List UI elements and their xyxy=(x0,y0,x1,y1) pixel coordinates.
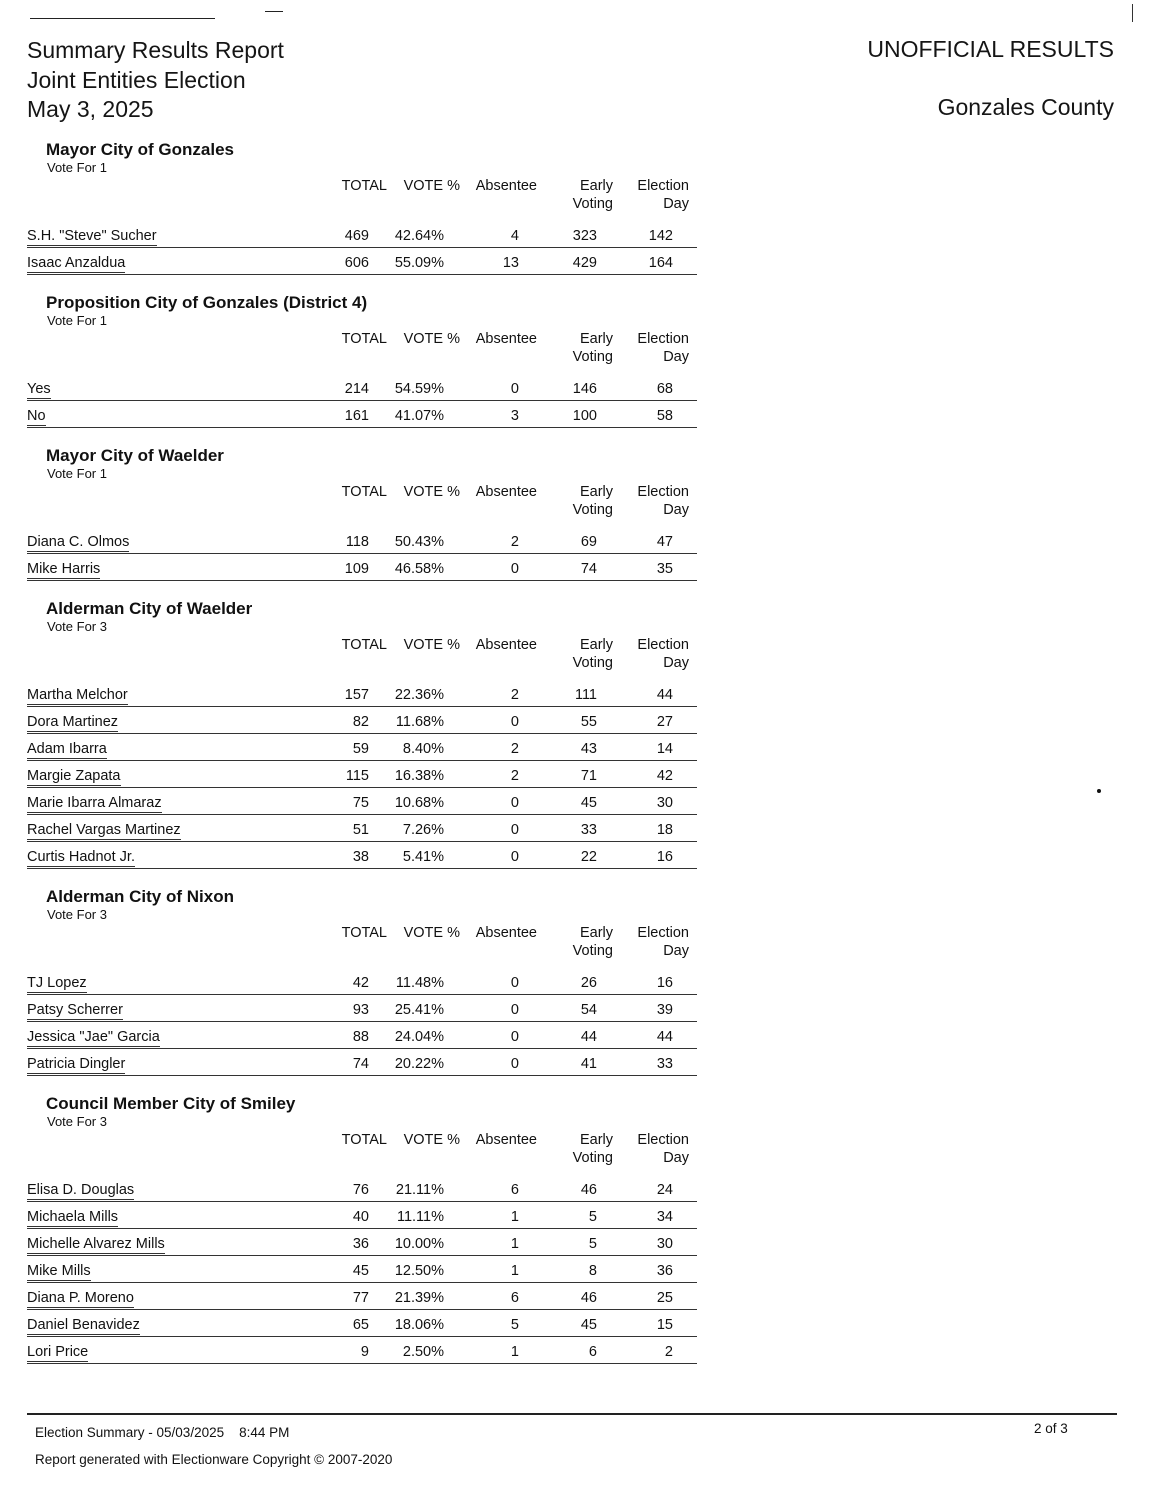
contest-title: Alderman City of Waelder xyxy=(46,599,253,618)
election-day-votes: 44 xyxy=(656,687,673,703)
early-voting-votes: 146 xyxy=(572,381,597,397)
column-header-early-voting xyxy=(573,1131,613,1167)
candidate-name: Patsy Scherrer xyxy=(27,1002,123,1018)
candidate-name: Martha Melchor xyxy=(27,687,128,703)
election-day-votes: 68 xyxy=(656,381,673,397)
column-header-vote-pct-line: VOTE % xyxy=(403,484,460,500)
election-day-votes: 44 xyxy=(656,1029,673,1045)
early-voting-votes: 46 xyxy=(580,1182,597,1198)
vote-percent: 11.48% xyxy=(395,975,444,991)
column-header-election-day-line: Day xyxy=(663,655,689,671)
result-row xyxy=(27,707,697,734)
vote-percent: 5.41% xyxy=(402,849,444,865)
vote-percent: 54.59% xyxy=(394,381,444,397)
column-header-total-line: TOTAL xyxy=(341,1132,387,1148)
scan-mark xyxy=(1132,4,1133,22)
column-header-election-day xyxy=(637,636,689,672)
vote-percent: 10.68% xyxy=(394,795,444,811)
result-row xyxy=(27,374,697,401)
vote-percent: 46.58% xyxy=(394,561,444,577)
election-day-votes: 15 xyxy=(656,1317,673,1333)
column-header-absentee xyxy=(476,1131,537,1149)
result-row xyxy=(27,1049,697,1076)
column-header-absentee-line: Absentee xyxy=(475,331,537,347)
column-header-early-voting-line: Voting xyxy=(572,655,613,671)
election-day-votes: 2 xyxy=(664,1344,673,1360)
footer-generated: Report generated with Electionware Copyright © 2007-2020 xyxy=(35,1452,393,1467)
column-header-absentee-line: Absentee xyxy=(475,178,537,194)
result-row xyxy=(27,1202,697,1229)
contest-block xyxy=(27,140,697,275)
column-header-election-day xyxy=(637,483,689,519)
candidate-name: S.H. "Steve" Sucher xyxy=(27,228,157,244)
column-header-early-voting xyxy=(573,483,613,519)
absentee-votes: 1 xyxy=(510,1209,519,1225)
total-votes: 40 xyxy=(352,1209,369,1225)
column-header-total xyxy=(342,1131,387,1149)
row-underline xyxy=(27,274,697,275)
column-header-early-voting xyxy=(573,924,613,960)
contest-title: Mayor City of Gonzales xyxy=(46,140,234,159)
vote-percent: 42.64% xyxy=(394,228,444,244)
column-header-total xyxy=(342,924,387,942)
scan-mark xyxy=(30,18,215,19)
result-row xyxy=(27,968,697,995)
result-row xyxy=(27,1175,697,1202)
absentee-votes: 1 xyxy=(510,1236,519,1252)
candidate-name: Lori Price xyxy=(27,1344,89,1360)
column-header-vote-pct-line: VOTE % xyxy=(403,178,460,194)
result-row xyxy=(27,554,697,581)
election-day-votes: 164 xyxy=(648,255,673,271)
contest-block xyxy=(27,887,697,1076)
election-name: Joint Entities Election xyxy=(27,66,246,93)
county-name: Gonzales County xyxy=(937,94,1114,120)
result-row xyxy=(27,788,697,815)
vote-percent: 8.40% xyxy=(402,741,444,757)
election-day-votes: 27 xyxy=(656,714,673,730)
early-voting-votes: 54 xyxy=(580,1002,597,1018)
early-voting-votes: 55 xyxy=(580,714,597,730)
column-header-early-voting xyxy=(573,636,613,672)
column-header-absentee xyxy=(476,177,537,195)
result-row xyxy=(27,680,697,707)
election-day-votes: 18 xyxy=(656,822,673,838)
column-header-election-day-line: Election xyxy=(637,925,689,941)
vote-percent: 11.68% xyxy=(395,714,444,730)
early-voting-votes: 45 xyxy=(580,795,597,811)
total-votes: 65 xyxy=(352,1317,369,1333)
result-row xyxy=(27,842,697,869)
total-votes: 469 xyxy=(344,228,369,244)
early-voting-votes: 5 xyxy=(588,1209,597,1225)
column-header-absentee xyxy=(476,636,537,654)
election-day-votes: 24 xyxy=(656,1182,673,1198)
row-underline xyxy=(27,1075,697,1076)
vote-for-label: Vote For 3 xyxy=(47,1114,107,1129)
election-day-votes: 16 xyxy=(656,849,673,865)
column-header-absentee-line: Absentee xyxy=(475,637,537,653)
vote-percent: 18.06% xyxy=(394,1317,444,1333)
vote-for-label: Vote For 1 xyxy=(47,160,107,175)
absentee-votes: 0 xyxy=(510,1002,519,1018)
vote-for-label: Vote For 3 xyxy=(47,619,107,634)
election-day-votes: 30 xyxy=(656,795,673,811)
candidate-name: Patricia Dingler xyxy=(27,1056,126,1072)
absentee-votes: 0 xyxy=(510,849,519,865)
result-row xyxy=(27,1283,697,1310)
column-header-early-voting-line: Early xyxy=(579,484,613,500)
column-header-election-day xyxy=(637,177,689,213)
column-header-election-day-line: Day xyxy=(663,196,689,212)
candidate-name: Margie Zapata xyxy=(27,768,121,784)
candidate-name: TJ Lopez xyxy=(27,975,87,991)
absentee-votes: 6 xyxy=(510,1182,519,1198)
column-header-election-day xyxy=(637,1131,689,1167)
candidate-name: Diana C. Olmos xyxy=(27,534,130,550)
absentee-votes: 1 xyxy=(510,1344,519,1360)
row-underline xyxy=(27,427,697,428)
result-row xyxy=(27,401,697,428)
column-header-election-day-line: Election xyxy=(637,637,689,653)
scan-mark xyxy=(265,11,283,12)
total-votes: 109 xyxy=(344,561,369,577)
result-row xyxy=(27,1256,697,1283)
vote-for-label: Vote For 3 xyxy=(47,907,107,922)
total-votes: 77 xyxy=(352,1290,369,1306)
election-day-votes: 42 xyxy=(656,768,673,784)
column-header-total-line: TOTAL xyxy=(341,484,387,500)
absentee-votes: 3 xyxy=(510,408,519,424)
result-row xyxy=(27,1022,697,1049)
column-header-total xyxy=(342,330,387,348)
vote-percent: 25.41% xyxy=(394,1002,444,1018)
absentee-votes: 2 xyxy=(510,768,519,784)
vote-percent: 11.11% xyxy=(396,1209,444,1225)
column-headers xyxy=(27,177,697,221)
total-votes: 75 xyxy=(352,795,369,811)
early-voting-votes: 429 xyxy=(572,255,597,271)
candidate-name: Daniel Benavidez xyxy=(27,1317,140,1333)
footer-divider xyxy=(27,1413,1117,1415)
total-votes: 76 xyxy=(352,1182,369,1198)
column-header-early-voting-line: Voting xyxy=(572,943,613,959)
column-header-election-day-line: Day xyxy=(663,943,689,959)
early-voting-votes: 111 xyxy=(574,687,597,703)
early-voting-votes: 45 xyxy=(580,1317,597,1333)
column-header-vote-pct-line: VOTE % xyxy=(403,637,460,653)
column-header-vote-pct xyxy=(404,330,460,348)
column-header-early-voting-line: Voting xyxy=(572,196,613,212)
absentee-votes: 1 xyxy=(510,1263,519,1279)
column-header-total-line: TOTAL xyxy=(341,178,387,194)
early-voting-votes: 33 xyxy=(580,822,597,838)
unofficial-label: UNOFFICIAL RESULTS xyxy=(867,36,1114,62)
candidate-name: Isaac Anzaldua xyxy=(27,255,126,271)
absentee-votes: 0 xyxy=(510,822,519,838)
election-day-votes: 35 xyxy=(656,561,673,577)
column-header-vote-pct xyxy=(404,177,460,195)
early-voting-votes: 323 xyxy=(572,228,597,244)
total-votes: 157 xyxy=(344,687,369,703)
column-header-total-line: TOTAL xyxy=(341,331,387,347)
absentee-votes: 0 xyxy=(510,1056,519,1072)
column-header-absentee-line: Absentee xyxy=(475,925,537,941)
column-header-vote-pct-line: VOTE % xyxy=(403,1132,460,1148)
election-day-votes: 25 xyxy=(656,1290,673,1306)
election-day-votes: 36 xyxy=(656,1263,673,1279)
column-header-election-day-line: Day xyxy=(663,502,689,518)
early-voting-votes: 8 xyxy=(588,1263,597,1279)
early-voting-votes: 41 xyxy=(580,1056,597,1072)
absentee-votes: 2 xyxy=(510,741,519,757)
column-header-absentee-line: Absentee xyxy=(475,484,537,500)
column-header-election-day-line: Day xyxy=(663,1150,689,1166)
candidate-name: Elisa D. Douglas xyxy=(27,1182,135,1198)
vote-for-label: Vote For 1 xyxy=(47,313,107,328)
vote-percent: 12.50% xyxy=(394,1263,444,1279)
total-votes: 9 xyxy=(360,1344,369,1360)
result-row xyxy=(27,248,697,275)
candidate-name: Curtis Hadnot Jr. xyxy=(27,849,135,865)
early-voting-votes: 71 xyxy=(580,768,597,784)
early-voting-votes: 6 xyxy=(588,1344,597,1360)
absentee-votes: 2 xyxy=(510,534,519,550)
vote-percent: 50.43% xyxy=(394,534,444,550)
vote-percent: 2.50% xyxy=(402,1344,444,1360)
contest-title: Mayor City of Waelder xyxy=(46,446,224,465)
row-underline xyxy=(27,868,697,869)
column-headers xyxy=(27,483,697,527)
result-row xyxy=(27,761,697,788)
total-votes: 161 xyxy=(344,408,369,424)
column-header-election-day-line: Election xyxy=(637,178,689,194)
column-header-early-voting-line: Early xyxy=(579,178,613,194)
total-votes: 606 xyxy=(344,255,369,271)
result-row xyxy=(27,527,697,554)
column-headers xyxy=(27,330,697,374)
column-header-early-voting-line: Early xyxy=(579,637,613,653)
column-header-vote-pct-line: VOTE % xyxy=(403,331,460,347)
column-header-total xyxy=(342,636,387,654)
election-day-votes: 47 xyxy=(656,534,673,550)
row-underline xyxy=(27,1363,697,1364)
total-votes: 115 xyxy=(345,768,369,784)
result-row xyxy=(27,1337,697,1364)
early-voting-votes: 44 xyxy=(580,1029,597,1045)
column-header-election-day-line: Election xyxy=(637,331,689,347)
election-day-votes: 30 xyxy=(656,1236,673,1252)
result-row xyxy=(27,1310,697,1337)
absentee-votes: 0 xyxy=(510,795,519,811)
column-headers xyxy=(27,636,697,680)
vote-percent: 7.26% xyxy=(402,822,444,838)
candidate-name: Yes xyxy=(27,381,51,397)
contest-block xyxy=(27,293,697,428)
column-header-election-day-line: Day xyxy=(663,349,689,365)
column-header-absentee xyxy=(476,483,537,501)
candidate-name: Dora Martinez xyxy=(27,714,119,730)
election-day-votes: 142 xyxy=(648,228,673,244)
row-underline xyxy=(27,580,697,581)
candidate-name: Jessica "Jae" Garcia xyxy=(27,1029,160,1045)
absentee-votes: 0 xyxy=(510,561,519,577)
page-number: 2 of 3 xyxy=(1034,1421,1068,1436)
total-votes: 59 xyxy=(352,741,369,757)
column-header-total xyxy=(342,483,387,501)
candidate-name: Michelle Alvarez Mills xyxy=(27,1236,165,1252)
contest-block xyxy=(27,446,697,581)
total-votes: 36 xyxy=(352,1236,369,1252)
total-votes: 88 xyxy=(352,1029,369,1045)
election-day-votes: 39 xyxy=(656,1002,673,1018)
total-votes: 82 xyxy=(352,714,369,730)
total-votes: 118 xyxy=(345,534,369,550)
candidate-name: Rachel Vargas Martinez xyxy=(27,822,181,838)
column-header-vote-pct xyxy=(404,924,460,942)
candidate-name: Mike Mills xyxy=(27,1263,91,1279)
column-header-early-voting-line: Voting xyxy=(572,1150,613,1166)
early-voting-votes: 100 xyxy=(572,408,597,424)
total-votes: 42 xyxy=(352,975,369,991)
candidate-name: No xyxy=(27,408,46,424)
total-votes: 74 xyxy=(352,1056,369,1072)
early-voting-votes: 43 xyxy=(580,741,597,757)
footer-summary: Election Summary - 05/03/2025 8:44 PM xyxy=(35,1425,290,1440)
absentee-votes: 6 xyxy=(510,1290,519,1306)
contest-block xyxy=(27,599,697,869)
column-headers xyxy=(27,924,697,968)
candidate-name: Mike Harris xyxy=(27,561,101,577)
column-header-early-voting xyxy=(573,330,613,366)
early-voting-votes: 22 xyxy=(580,849,597,865)
vote-percent: 21.11% xyxy=(395,1182,444,1198)
column-header-early-voting-line: Early xyxy=(579,331,613,347)
candidate-name: Diana P. Moreno xyxy=(27,1290,134,1306)
column-header-vote-pct-line: VOTE % xyxy=(403,925,460,941)
result-row xyxy=(27,995,697,1022)
column-header-early-voting xyxy=(573,177,613,213)
column-header-early-voting-line: Early xyxy=(579,925,613,941)
scan-speck xyxy=(1097,789,1101,793)
vote-percent: 55.09% xyxy=(394,255,444,271)
candidate-name: Marie Ibarra Almaraz xyxy=(27,795,162,811)
column-header-total-line: TOTAL xyxy=(341,925,387,941)
absentee-votes: 0 xyxy=(510,975,519,991)
column-header-early-voting-line: Early xyxy=(579,1132,613,1148)
absentee-votes: 0 xyxy=(510,1029,519,1045)
election-day-votes: 34 xyxy=(656,1209,673,1225)
column-header-absentee xyxy=(476,330,537,348)
election-day-votes: 16 xyxy=(656,975,673,991)
column-headers xyxy=(27,1131,697,1175)
early-voting-votes: 69 xyxy=(580,534,597,550)
result-row xyxy=(27,1229,697,1256)
column-header-vote-pct xyxy=(404,1131,460,1149)
total-votes: 51 xyxy=(352,822,369,838)
total-votes: 214 xyxy=(344,381,369,397)
absentee-votes: 5 xyxy=(510,1317,519,1333)
contest-title: Alderman City of Nixon xyxy=(46,887,234,906)
column-header-early-voting-line: Voting xyxy=(572,349,613,365)
column-header-vote-pct xyxy=(404,636,460,654)
contest-title: Council Member City of Smiley xyxy=(46,1094,296,1113)
column-header-absentee xyxy=(476,924,537,942)
early-voting-votes: 74 xyxy=(580,561,597,577)
contest-title: Proposition City of Gonzales (District 4) xyxy=(46,293,368,312)
report-title-block xyxy=(27,36,284,125)
column-header-absentee-line: Absentee xyxy=(475,1132,537,1148)
absentee-votes: 0 xyxy=(510,714,519,730)
column-header-total-line: TOTAL xyxy=(341,637,387,653)
total-votes: 38 xyxy=(352,849,369,865)
election-date: May 3, 2025 xyxy=(27,96,154,122)
result-row xyxy=(27,734,697,761)
contest-block xyxy=(27,1094,697,1364)
column-header-early-voting-line: Voting xyxy=(572,502,613,518)
candidate-name: Adam Ibarra xyxy=(27,741,107,757)
column-header-election-day-line: Election xyxy=(637,484,689,500)
column-header-election-day xyxy=(637,924,689,960)
column-header-election-day-line: Election xyxy=(637,1132,689,1148)
early-voting-votes: 5 xyxy=(588,1236,597,1252)
vote-percent: 20.22% xyxy=(394,1056,444,1072)
absentee-votes: 13 xyxy=(502,255,519,271)
absentee-votes: 2 xyxy=(510,687,519,703)
vote-percent: 10.00% xyxy=(394,1236,444,1252)
column-header-election-day xyxy=(637,330,689,366)
election-day-votes: 14 xyxy=(656,741,673,757)
vote-percent: 16.38% xyxy=(394,768,444,784)
vote-percent: 22.36% xyxy=(394,687,444,703)
column-header-vote-pct xyxy=(404,483,460,501)
vote-percent: 24.04% xyxy=(394,1029,444,1045)
election-day-votes: 58 xyxy=(656,408,673,424)
vote-percent: 21.39% xyxy=(394,1290,444,1306)
column-header-total xyxy=(342,177,387,195)
election-day-votes: 33 xyxy=(656,1056,673,1072)
vote-percent: 41.07% xyxy=(394,408,444,424)
absentee-votes: 4 xyxy=(510,228,519,244)
early-voting-votes: 26 xyxy=(580,975,597,991)
absentee-votes: 0 xyxy=(510,381,519,397)
vote-for-label: Vote For 1 xyxy=(47,466,107,481)
candidate-name: Michaela Mills xyxy=(27,1209,119,1225)
result-row xyxy=(27,221,697,248)
result-row xyxy=(27,815,697,842)
report-title: Summary Results Report xyxy=(27,37,284,63)
total-votes: 45 xyxy=(352,1263,369,1279)
total-votes: 93 xyxy=(352,1002,369,1018)
early-voting-votes: 46 xyxy=(580,1290,597,1306)
